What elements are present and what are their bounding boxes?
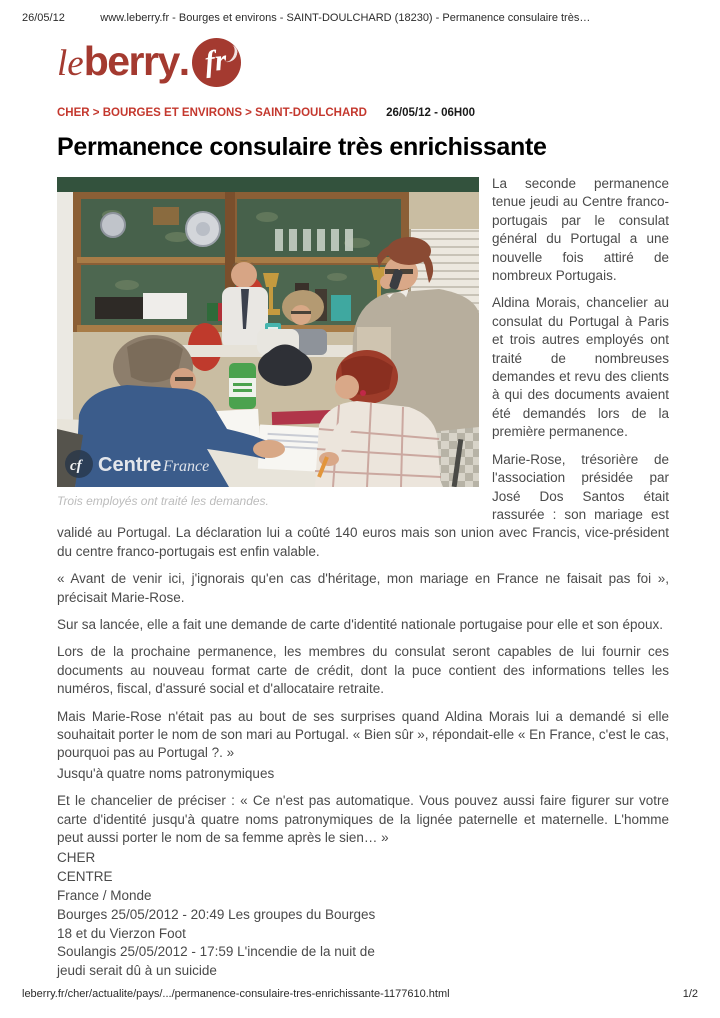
- article-paragraph: « Avant de venir ici, j'ignorais qu'en cas d'héritage, mon mariage en France ne faisait pas foi », précisait Marie-Rose.: [57, 571, 669, 605]
- svg-text:cf: cf: [70, 458, 82, 474]
- logo-fr-text: fr: [202, 43, 228, 79]
- logo-berry-text: berry: [83, 38, 179, 84]
- article-paragraph: Et le chancelier de préciser : « Ce n'est pas automatique. Vous pouvez aussi faire figurer sur votre carte d'identité jusqu'à quatre noms patronymiques de la lignée paternelle et maternelle. L'homme peut aussi porter le nom de sa femme après le sien… »: [57, 793, 669, 845]
- logo-le-text: le: [57, 43, 84, 84]
- print-footer: [22, 988, 698, 1002]
- article-body: [57, 175, 669, 847]
- article-photo: [57, 177, 479, 487]
- related-link-soulangis[interactable]: Soulangis 25/05/2012 - 17:59 L'incendie de la nuit de jeudi serait dû à un suicide: [57, 944, 375, 979]
- article-paragraph: Marie-Rose, trésorière de l'association présidée par José Dos Santos était rassurée : son mariage est validé au Portugal. La déclaration lui a coûté 140 euros mais son union avec Francis, vice-président du centre franco-portugais est enfin valable.: [57, 451, 669, 559]
- article-paragraph: Mais Marie-Rose n'était pas au bout de ses surprises quand Aldina Morais lui a demandé si elle souhaitait porter le nom de son mari au Portugal. « Bien sûr », répondait-elle « En France, c'est le cas, pourquoi pas au Portugal ?. »: [57, 708, 669, 761]
- photo-caption: Trois employés ont traité les demandes.: [57, 494, 269, 508]
- related-link-cher[interactable]: CHER: [57, 850, 96, 866]
- related-link-bourges[interactable]: Bourges 25/05/2012 - 20:49 Les groupes du Bourges 18 et du Vierzon Foot: [57, 906, 376, 941]
- page-title: Permanence consulaire très enrichissante: [57, 133, 547, 161]
- leberry-logo[interactable]: [57, 38, 669, 94]
- article-paragraph: Sur sa lancée, elle a fait une demande de carte d'identité nationale portugaise pour elle et son époux.: [57, 616, 663, 632]
- article-content: [57, 0, 669, 981]
- article-subheading: Jusqu'à quatre noms patronymiques: [57, 765, 275, 781]
- breadcrumb[interactable]: CHER > BOURGES ET ENVIRONS > SAINT-DOULCHARD: [57, 107, 367, 119]
- print-url: leberry.fr/cher/actualite/pays/.../permanence-consulaire-tres-enrichissante-1177610.html: [22, 988, 450, 1000]
- related-link-france-monde[interactable]: France / Monde: [57, 888, 152, 903]
- print-doc-title: www.leberry.fr - Bourges et environs - SAINT-DOULCHARD (18230) - Permanence consulaire très…: [100, 12, 591, 24]
- related-link-centre[interactable]: CENTRE: [57, 869, 113, 885]
- article-timestamp: 26/05/12 - 06H00: [386, 107, 475, 119]
- page-number: 1/2: [682, 988, 698, 1000]
- article-photo-block: [57, 177, 479, 510]
- svg-text:Centre: Centre: [98, 454, 162, 476]
- article-paragraph: Aldina Morais, chancelier au consulat du Portugal à Paris et trois autres employés ont traité de nombreuses demandes et revu des clients à qui des documents avaient été demandés lors de la première permanence.: [492, 295, 669, 440]
- logo-fr-badge: [192, 38, 241, 87]
- article-paragraph: La seconde permanence tenue jeudi au Centre franco-portugais par le consulat général du Portugal a une nouvelle fois attiré de nombreux Portugais.: [492, 176, 669, 284]
- article-paragraph: Lors de la prochaine permanence, les membres du consulat seront capables de lui fournir ces documents au nouveau format carte de crédit, dont la puce contient des informations telles les numéros, fiscal, d'assuré social et d'allocataire retraite.: [57, 644, 669, 697]
- svg-text:France: France: [163, 458, 210, 475]
- logo-dot: .: [178, 38, 191, 84]
- related-links: [57, 849, 379, 981]
- print-date: 26/05/12: [22, 12, 65, 24]
- breadcrumb-row: [57, 107, 669, 119]
